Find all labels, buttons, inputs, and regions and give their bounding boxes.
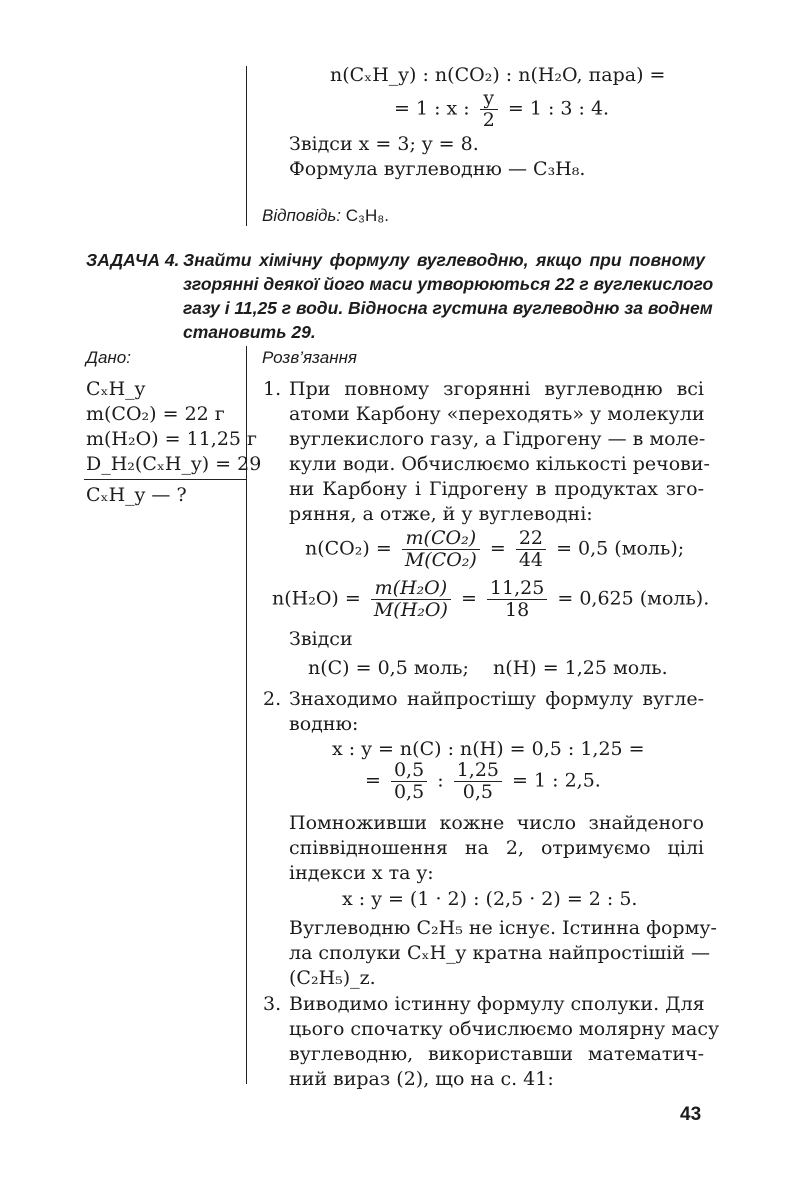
step3-line-2: цього спочатку обчислюємо молярну масу bbox=[289, 1018, 720, 1040]
ratio-fraction-den: 2 bbox=[482, 109, 495, 131]
step3-line-3: вуглеводню, використавши математич- bbox=[289, 1043, 704, 1065]
given-item-1: CₓH_y bbox=[86, 378, 146, 400]
eq1-num: m(CO₂) bbox=[402, 528, 480, 550]
ratio2-fraction-1 bbox=[391, 760, 427, 803]
ratio-fraction-num: y bbox=[480, 88, 498, 110]
step1-line-3: вуглекислого газу, а Гідрогену — в моле- bbox=[289, 428, 706, 450]
step2-ratio-2 bbox=[365, 760, 601, 803]
eq2-fraction-1 bbox=[371, 578, 451, 621]
task-line-4: становить 29. bbox=[183, 322, 316, 342]
eq1-den2: 44 bbox=[518, 549, 544, 571]
step2-text-2: співвідношення на 2, отримуємо цілі bbox=[289, 837, 704, 859]
given-header: Дано: bbox=[86, 348, 131, 367]
step2-text-1: Помноживши кожне число знайденого bbox=[289, 812, 704, 834]
step2-ratio-3: x : y = (1 · 2) : (2,5 · 2) = 2 : 5. bbox=[342, 888, 638, 910]
step1-line-1: При повному згорянні вуглеводню всі bbox=[289, 378, 704, 400]
ratio2-num1: 0,5 bbox=[391, 760, 427, 782]
step1-number: 1. bbox=[263, 378, 282, 400]
eq2-num: m(H₂O) bbox=[371, 578, 451, 600]
answer-label: Відповідь: bbox=[262, 206, 342, 225]
step3-line-1: Виводимо істинну формулу сполуки. Для bbox=[289, 993, 705, 1015]
eq2-den2: 18 bbox=[505, 599, 530, 621]
task-label: ЗАДАЧА 4. bbox=[86, 250, 180, 270]
step2-number: 2. bbox=[263, 688, 282, 710]
equation-h2o bbox=[272, 578, 709, 621]
ratio-line-2-b: = 1 : 3 : 4. bbox=[507, 97, 610, 120]
ratio-line-2 bbox=[394, 88, 609, 131]
eq1-den: M(CO₂) bbox=[404, 549, 477, 571]
eq1-fraction-1 bbox=[402, 528, 480, 571]
step2-text2-1: Вуглеводню C₂H₅ не існує. Істинна форму- bbox=[289, 917, 717, 939]
answer-value: C₃H₈. bbox=[345, 206, 390, 225]
ratio-fraction bbox=[480, 88, 498, 131]
step3-line-4: ний вираз (2), що на с. 41: bbox=[289, 1068, 554, 1090]
eq2-fraction-2 bbox=[487, 578, 547, 621]
prev-formula: Формула вуглеводню — C₃H₈. bbox=[289, 158, 586, 180]
eq2-equals: = bbox=[460, 587, 477, 610]
ratio2-fraction-2 bbox=[454, 760, 502, 803]
step2-line-2: водню: bbox=[289, 713, 359, 735]
given-separator bbox=[84, 479, 246, 480]
step2-line-1: Знаходимо найпростішу формулу вугле- bbox=[289, 688, 704, 710]
equation-co2 bbox=[305, 528, 684, 571]
step3-number: 3. bbox=[263, 993, 282, 1015]
ratio2-right: = 1 : 2,5. bbox=[512, 769, 601, 792]
ratio-line-2-a: = 1 : x : bbox=[394, 97, 470, 120]
eq2-den: M(H₂O) bbox=[373, 599, 448, 621]
step1-whence: Звідси bbox=[289, 628, 353, 650]
eq1-equals: = bbox=[489, 537, 506, 560]
step1-line-4: кули води. Обчислюємо кількості речови- bbox=[289, 453, 710, 475]
task-line-2: згорянні деякої його маси утворюються 22 г вуглекислого bbox=[183, 274, 714, 294]
ratio-line-1: n(CₓH_y) : n(CO₂) : n(H₂O, пара) = bbox=[330, 64, 666, 86]
step2-text-3: індекси x та y: bbox=[289, 862, 434, 884]
eq1-left: n(CO₂) = bbox=[305, 537, 392, 560]
eq1-num2: 22 bbox=[516, 528, 546, 550]
step1-line-2: атоми Карбону «переходять» у молекули bbox=[289, 403, 705, 425]
given-find: CₓH_y — ? bbox=[86, 484, 187, 506]
eq1-right: = 0,5 (моль); bbox=[556, 537, 685, 560]
ratio2-equals: = bbox=[365, 769, 381, 792]
step2-ratio-1: x : y = n(C) : n(H) = 0,5 : 1,25 = bbox=[332, 738, 645, 760]
task-line-1: Знайти хімічну формулу вуглеводню, якщо при повному bbox=[183, 250, 705, 270]
ratio2-colon: : bbox=[437, 769, 444, 792]
prev-whence: Звідси x = 3; y = 8. bbox=[289, 133, 479, 155]
column-divider-top bbox=[246, 66, 247, 226]
given-item-4: D_H₂(CₓH_y) = 29 bbox=[86, 453, 262, 475]
solution-header: Розв’язання bbox=[262, 348, 358, 367]
given-item-2: m(CO₂) = 22 г bbox=[86, 403, 225, 425]
step1-result: n(C) = 0,5 моль; n(H) = 1,25 моль. bbox=[308, 657, 668, 679]
page-number: 43 bbox=[680, 1104, 702, 1125]
eq2-num2: 11,25 bbox=[487, 578, 547, 600]
step1-line-6: ряння, а отже, й у вуглеводні: bbox=[289, 503, 593, 525]
eq1-fraction-2 bbox=[516, 528, 546, 571]
prev-answer bbox=[262, 206, 389, 226]
eq2-left: n(H₂O) = bbox=[272, 587, 361, 610]
step2-text2-2: ла сполуки CₓH_y кратна найпростішій — bbox=[289, 942, 710, 964]
ratio2-num2: 1,25 bbox=[454, 760, 502, 782]
ratio2-den2: 0,5 bbox=[462, 781, 493, 803]
eq2-right: = 0,625 (моль). bbox=[557, 587, 710, 610]
ratio2-den1: 0,5 bbox=[393, 781, 425, 803]
task-line-3: газу і 11,25 г води. Відносна густина вуглеводню за воднем bbox=[183, 298, 713, 318]
step2-text2-3: (C₂H₅)_z. bbox=[289, 967, 376, 989]
step1-line-5: ни Карбону і Гідрогену в продуктах зго- bbox=[289, 478, 704, 500]
given-item-3: m(H₂O) = 11,25 г bbox=[86, 428, 257, 450]
